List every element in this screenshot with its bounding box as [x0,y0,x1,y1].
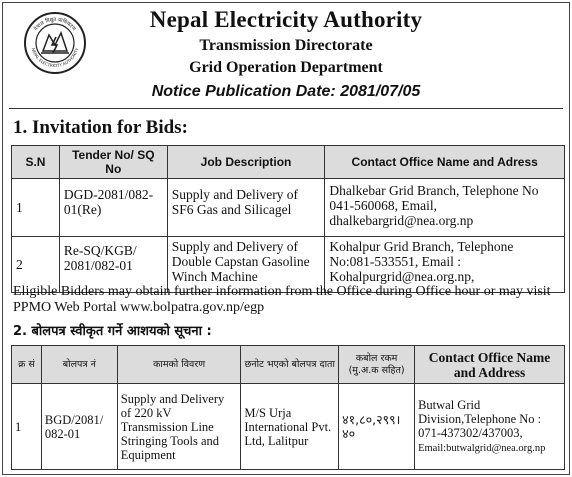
col-contact: Contact Office Name and Address [415,346,565,384]
row-contact: Kohalpur Grid Branch, Telephone No:081-533551, Email : Kohalpurgrid@nea.org.np, [325,237,565,293]
col-sn: क्र सं [12,346,42,384]
department-title: Grid Operation Department [189,59,383,76]
row-job: Supply and Delivery of Double Capstan Gasoline Winch Machine [167,237,325,293]
col-amount: कबोल रकम (मु.अ.क सहित) [339,346,415,384]
row-contact [415,384,565,470]
header-divider [9,108,563,109]
row-work: Supply and Delivery of 220 kV Transmission Line Stringing Tools and Equipment [117,384,241,470]
col-bid-no: बोलपत्र नं [41,346,117,384]
notice-header [3,3,569,107]
org-title: Nepal Electricity Authority [149,7,423,32]
col-contact: Contact Office Name and Adress [325,146,565,179]
col-sn: S.N [12,146,60,179]
svg-text:नेपाल विद्युत प्राधिकरण: नेपाल विद्युत प्राधिकरण [33,16,77,33]
col-bidder: छनोट भएको बोलपत्र दाता [241,346,339,384]
row-contact: Dhalkebar Grid Branch, Telephone No 041-560068, Email, dhalkebargrid@nea.org.np [325,179,565,237]
row-sn: 1 [12,384,42,470]
row-sn: 2 [12,237,60,293]
notice-date: Notice Publication Date: 2081/07/05 [151,83,421,100]
row-job: Supply and Delivery of SF6 Gas and Silicagel [167,179,325,237]
intent-table [11,345,565,470]
svg-text:NEPAL ELECTRICITY AUTHORITY: NEPAL ELECTRICITY AUTHORITY [30,47,80,69]
col-tender: Tender No/ SQ No [59,146,167,179]
notice-frame [2,2,570,475]
contact-email: Email:butwalgrid@nea.org.np [418,442,546,454]
bids-table [11,145,565,293]
col-work: कामको विवरण [117,346,241,384]
row-bidder: M/S Urja International Pvt. Ltd, Lalitpur [241,384,339,470]
row-sn: 1 [12,179,60,237]
row-tender: DGD-2081/082-01(Re) [59,179,167,237]
contact-office: Butwal Grid Division,Telephone No : 071-437302/437003, [418,397,542,440]
table-row [12,179,565,237]
row-bid-no: BGD/2081/ 082-01 [41,384,117,470]
row-amount: ४१,८०,२९९।४० [339,384,415,470]
eligibility-text: Eligible Bidders may obtain further information from the Office during Office hour or may visit PPMO Web Portal www.bolpatra.gov.np/egp [13,284,551,315]
bids-table-header [12,146,565,179]
row-tender: Re-SQ/KGB/ 2081/082-01 [59,237,167,293]
intent-table-header [12,346,565,384]
table-row [12,384,565,470]
section2-heading: 2. बोलपत्र स्वीकृत गर्ने आशयको सूचना : [13,324,212,339]
directorate-title: Transmission Directorate [199,37,373,54]
section1-heading: 1. Invitation for Bids: [13,117,188,138]
col-job: Job Description [167,146,325,179]
